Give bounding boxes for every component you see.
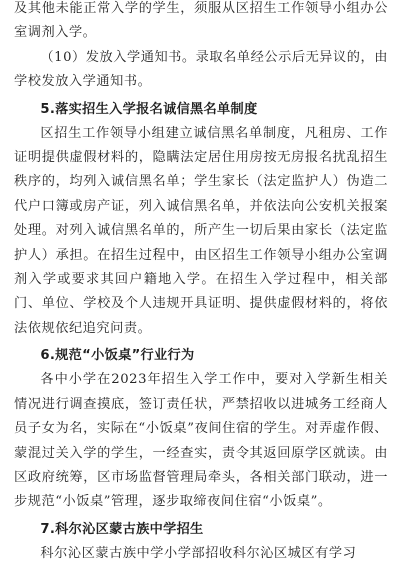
paragraph-blacklist: 区招生工作领导小组建立诚信黑名单制度，凡租房、工作证明提供虚假材料的，隐瞒法定居住用房按无房报名扰乱招生秩序的，均列入诚信黑名单；学生家长（法定监护人）伪造二代户口簿或房产证，列入诚信黑名单，并依法向公安机关报案处理。对列入诚信黑名单的，所产生一切后果由家长（法定监护人）承担。在招生过程中，由区招生工作领导小组办公室调剂入学或要求其回户籍地入学。在招生入学过程中，相关部门、单位、学校及个人违规开具证明、提供虚假材料的，将依法依规依纪追究问责。	[14, 125, 388, 336]
paragraph-xiaofanzhuo: 各中小学在2023年招生入学工作中，要对入学新生相关情况进行调查摸底，签订责任状，严禁招收以进城务工经商人员子女为名，实际在“小饭桌”夜间住宿的学生。对弄虚作假、蒙混过关入学的学生，一经查实，责令其返回原学区就读。由区政府统筹，区市场监督管理局牵头，各相关部门联动，进一步规范“小饭桌”管理，逐步取缔夜间住宿“小饭桌”。	[14, 372, 388, 510]
paragraph-mongolian-school: 科尔沁区蒙古族中学小学部招收科尔沁区城区有学习	[40, 545, 357, 561]
paragraph-continued: 及其他未能正常入学的学生，须服从区招生工作领导小组办公室调剂入学。	[14, 1, 388, 41]
paragraph-item-10: （10）发放入学通知书。录取名单经公示后无异议的，由学校发放入学通知书。	[14, 49, 388, 90]
section-heading-7: 7.科尔沁区蒙古族中学招生	[40, 521, 204, 537]
document-body	[14, 0, 388, 566]
section-heading-5: 5.落实招生入学报名诚信黑名单制度	[40, 101, 258, 117]
section-heading-6: 6.规范“小饭桌”行业行为	[40, 348, 195, 364]
